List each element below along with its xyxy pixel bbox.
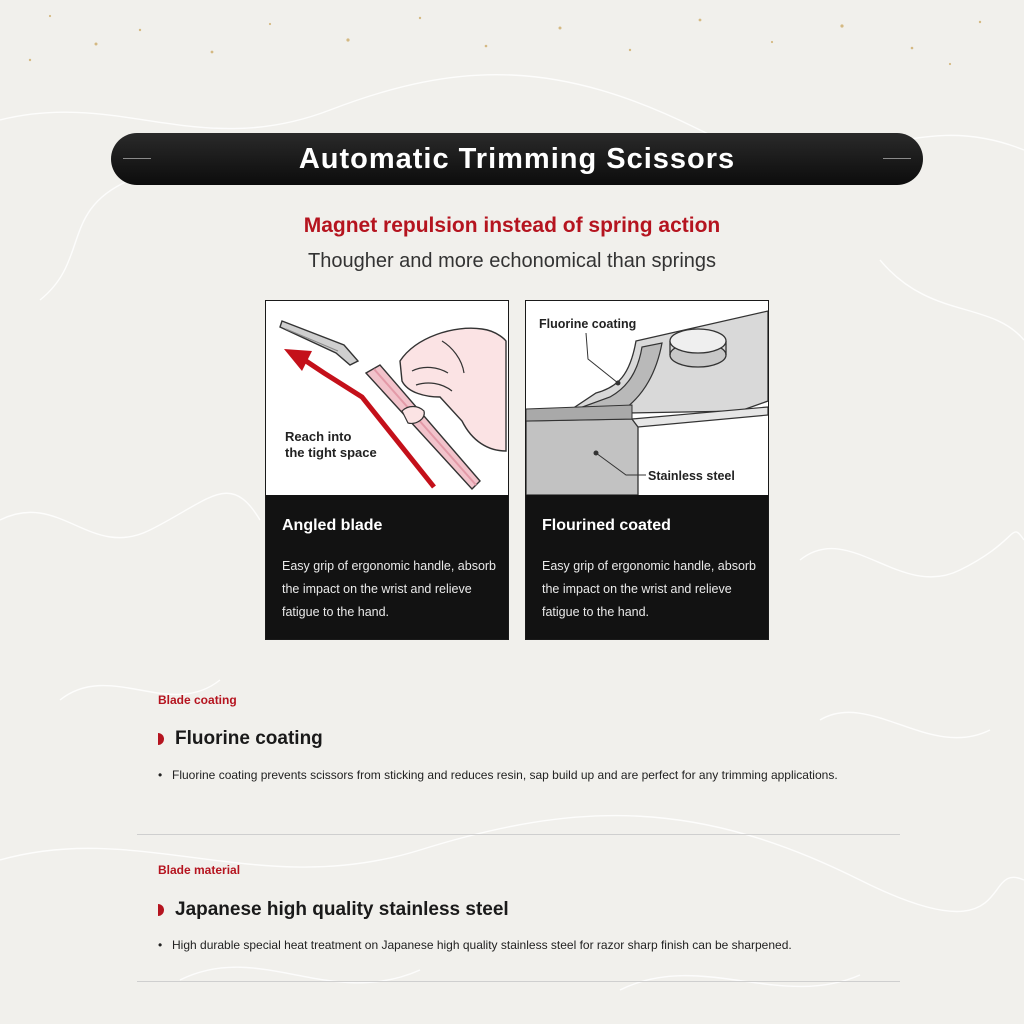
card-title: Flourined coated	[542, 517, 671, 534]
angled-blade-illustration	[266, 301, 508, 495]
bullet-text: High durable special heat treatment on Japanese high quality stainless steel for razor sharp finish can be sharpened.	[172, 938, 792, 952]
section-heading-stainless-steel	[158, 899, 509, 921]
angled-blade-caption	[266, 495, 508, 639]
card-title: Angled blade	[282, 517, 383, 534]
reach-label-line2: the tight space	[285, 445, 377, 460]
blade-cross-section-illustration	[526, 301, 768, 495]
bullet-text: Fluorine coating prevents scissors from sticking and reduces resin, sap build up and are perfect for any trimming applications.	[172, 768, 838, 782]
section-heading-text: Fluorine coating	[175, 728, 323, 749]
headline-title: Magnet repulsion instead of spring action	[303, 214, 721, 237]
stainless-steel-label: Stainless steel	[648, 469, 735, 483]
card-description: Easy grip of ergonomic handle, absorb the impact on the wrist and relieve fatigue to the hand.	[542, 559, 757, 619]
reach-label-line1: Reach into	[285, 429, 352, 444]
fluorine-coated-caption	[526, 495, 768, 639]
banner-right-rule	[883, 158, 911, 159]
page-title: Automatic Trimming Scissors	[298, 142, 736, 175]
fluorine-coating-label: Fluorine coating	[539, 317, 637, 331]
headline-subtitle: Thougher and more echonomical than springs	[307, 250, 717, 272]
section-bullet-stainless	[158, 933, 878, 957]
feature-card-fluorine-coated	[525, 300, 769, 640]
section-divider	[137, 981, 900, 982]
bullet-dot-icon: •	[158, 768, 163, 782]
section-heading-fluorine-coating	[158, 728, 323, 750]
half-circle-bullet-icon	[158, 904, 164, 916]
section-heading-text: Japanese high quality stainless steel	[175, 899, 509, 920]
section-tag-blade-material: Blade material	[158, 863, 241, 877]
bullet-dot-icon: •	[158, 938, 163, 952]
feature-card-angled-blade	[265, 300, 509, 640]
section-divider	[137, 834, 900, 835]
section-tag-blade-coating: Blade coating	[158, 693, 237, 707]
card-description: Easy grip of ergonomic handle, absorb the impact on the wrist and relieve fatigue to the hand.	[282, 559, 497, 619]
title-banner	[111, 133, 923, 185]
half-circle-bullet-icon	[158, 733, 164, 745]
section-bullet-fluorine	[158, 763, 838, 787]
banner-left-rule	[123, 158, 151, 159]
